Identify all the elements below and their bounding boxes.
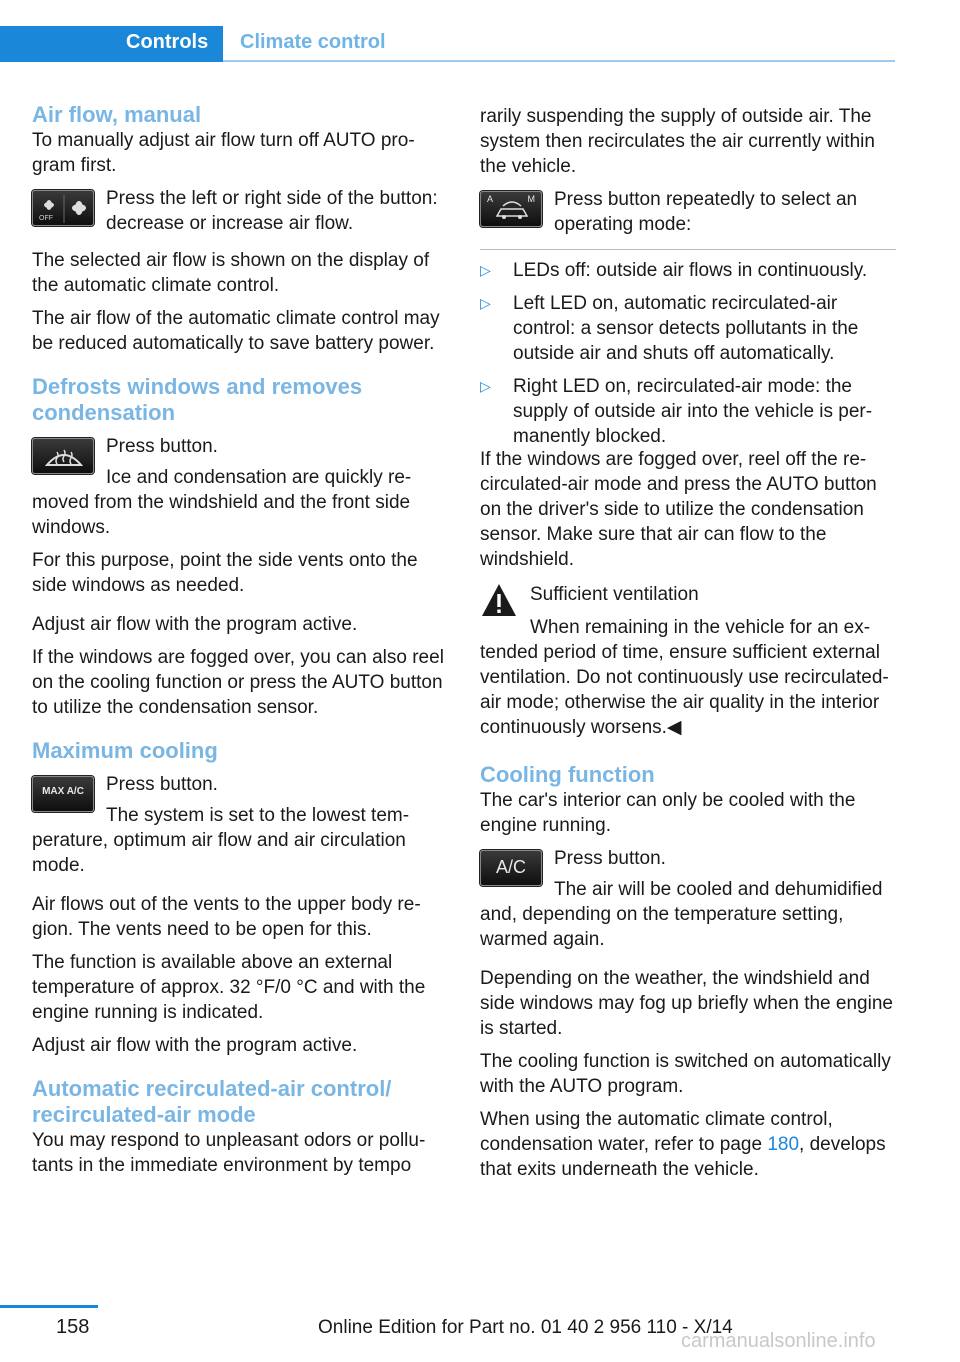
heading-cooling-function: Cooling function: [480, 762, 655, 787]
fan-button-icon: [32, 190, 94, 226]
max-cooling-temp-text: The function is available above an external temperature of approx. 32 °F/0 °C and with the engine running is indicated.: [32, 952, 426, 1023]
heading-air-flow: Air flow, manual: [32, 102, 202, 127]
recirculation-continued: rarily suspending the supply of outside air. The system then recirculates the air currently within the vehicle.: [480, 106, 875, 177]
heading-max-cooling: Maximum cooling: [32, 738, 218, 763]
warning-title: Sufficient ventilation: [530, 584, 699, 605]
page-number: 158: [56, 1316, 90, 1338]
cooling-auto-text: The cooling function is switched on automatically with the AUTO program.: [480, 1051, 891, 1097]
section-defrost: [32, 374, 450, 720]
manual-led-label: M: [527, 194, 535, 204]
fogged-windows-text: If the windows are fogged over, reel off the recirculated-air mode and press the AUTO button on the driver's side to utilize the condensation sensor. Make sure that air can flow to the windshield.: [480, 449, 877, 570]
list-marker-icon: ▷: [480, 262, 491, 278]
air-flow-button-box: [32, 186, 450, 240]
max-ac-icon: [32, 776, 94, 812]
defrost-press-text: Press button.: [106, 436, 218, 457]
list-item: ▷ Left LED on, automatic recirculated-air control: a sensor detects pollutants in the outside air and shuts off automatically.: [480, 293, 859, 364]
air-flow-battery-text: The air flow of the automatic climate control may be reduced automatically to save battery power.: [32, 308, 440, 354]
auto-led-label: A: [487, 194, 494, 204]
edition-text: Online Edition for Part no. 01 40 2 956 110 - X/14: [318, 1317, 733, 1338]
off-label: OFF: [39, 215, 53, 222]
defrost-fogged-text: If the windows are fogged over, you can also reel on the cooling function or press the AUTO button to utilize the condensation sensor.: [32, 647, 444, 718]
recirculation-icon: [480, 191, 542, 227]
list-marker-icon: ▷: [480, 295, 491, 311]
recirc-button-box: [480, 187, 896, 241]
watermark: carmanualsonline.info: [681, 1330, 876, 1352]
air-flow-button-desc: Press the left or right side of the button: decrease or increase air flow.: [106, 188, 438, 234]
ac-icon: [480, 850, 542, 886]
air-flow-display-text: The selected air flow is shown on the display of the automatic climate control.: [32, 250, 430, 296]
air-flow-intro: To manually adjust air flow turn off AUTO program first.: [32, 130, 415, 176]
defrost-program-text: Adjust air flow with the program active.: [32, 614, 358, 635]
section-cooling-function: [480, 762, 896, 1182]
section-recirculation: [32, 1076, 450, 1178]
tab-controls[interactable]: Controls: [0, 26, 223, 62]
ac-button-box: [480, 846, 896, 952]
operating-mode-list: [480, 258, 896, 449]
recirculation-intro: You may respond to unpleasant odors or pollutants in the immediate environment by tempo: [32, 1130, 426, 1176]
defrost-vents-text: For this purpose, point the side vents onto the side windows as needed.: [32, 550, 418, 596]
defrost-button-box: [32, 434, 450, 540]
max-cooling-vents-text: Air flows out of the vents to the upper body region. The vents need to be open for this.: [32, 894, 421, 940]
page-header: [0, 0, 960, 62]
max-cooling-press-text: Press button.: [106, 774, 218, 795]
list-item: ▷ Right LED on, recirculated-air mode: the supply of outside air into the vehicle is permanently blocked.: [480, 376, 873, 447]
heading-recirculation: Automatic recirculated-air control/ recirculated-air mode: [32, 1076, 392, 1127]
right-column: [480, 104, 896, 1190]
warning-icon: [480, 582, 518, 618]
warning-text: When remaining in the vehicle for an extended period of time, ensure sufficient external ventilation. Do not continuously use recirculated-air mode; otherwise the air quality in the interior continuously worsens.◀: [480, 617, 889, 738]
max-ac-button-box: [32, 772, 450, 878]
cooling-intro: The car's interior can only be cooled with the engine running.: [480, 790, 856, 836]
recirc-button-desc: Press button repeatedly to select an operating mode:: [554, 189, 858, 235]
section-air-flow: [32, 102, 450, 356]
ac-label: A/C: [495, 857, 526, 877]
max-cooling-desc: The system is set to the lowest temperature, optimum air flow and air circulation mode.: [32, 805, 410, 876]
footer-rule: [0, 1305, 98, 1308]
section-max-cooling: [32, 738, 450, 1058]
list-marker-icon: ▷: [480, 378, 491, 394]
defrost-icon: [32, 438, 94, 474]
tab-climate-control[interactable]: Climate control: [223, 26, 895, 62]
heading-defrost: Defrosts windows and removes condensation: [32, 374, 363, 425]
max-ac-label: MAX A/C: [42, 786, 84, 797]
page-link-180[interactable]: 180: [767, 1134, 800, 1155]
defrost-desc: Ice and condensation are quickly removed from the windshield and the front side windows.: [32, 467, 412, 538]
ac-desc: The air will be cooled and dehumidified and, depending on the temperature setting, warmed again.: [480, 879, 883, 950]
ac-press-text: Press button.: [554, 848, 666, 869]
ventilation-warning: [480, 582, 896, 740]
max-cooling-program-text: Adjust air flow with the program active.: [32, 1035, 358, 1056]
divider: [480, 249, 896, 250]
left-column: [32, 102, 450, 1186]
cooling-condensation-text: When using the automatic climate control, condensation water, refer to page 180, develops that exits underneath the vehicle.: [480, 1109, 886, 1180]
cooling-weather-text: Depending on the weather, the windshield and side windows may fog up briefly when the engine is started.: [480, 968, 893, 1039]
list-item: ▷ LEDs off: outside air flows in continuously.: [480, 260, 868, 281]
